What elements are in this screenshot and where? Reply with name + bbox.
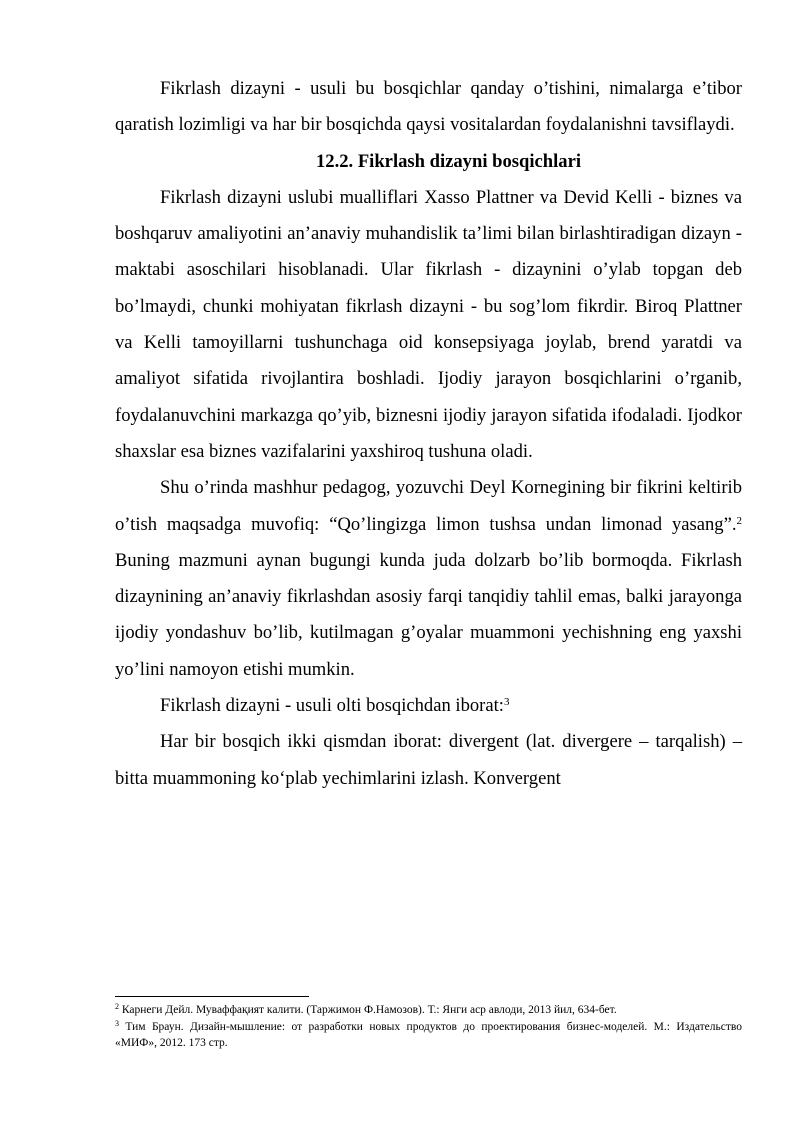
body-text (115, 71, 742, 797)
footnote-reference-3[interactable]: 3 (503, 696, 510, 709)
footnote-3 (115, 1019, 742, 1052)
footnote-number: 3 (115, 1018, 119, 1028)
footnote-number: 2 (115, 1002, 119, 1011)
quote-text: Shu o’rinda mashhur pedagog, yozuvchi Deyl Kornegining bir fikrini keltirib o’tish maqsadga muvofiq: “Qo’lingizga limon tushsa undan limonad yasang”. (115, 477, 742, 535)
paragraph-intro: Fikrlash dizayni - usuli bu bosqichlar qanday o’tishini, nimalarga e’tibor qaratish lozimligi va har bir bosqichda qaysi vositalardan foydalanishni tavsiflaydi. (115, 78, 742, 136)
footnotes (115, 1002, 742, 1052)
footnote-text: Тим Браун. Дизайн-мышление: от разработки новых продуктов до проектирования бизнес-моделей. М.: Издательство «МИФ», 2012. 173 стр. (115, 1020, 742, 1049)
footnote-2 (115, 1002, 742, 1019)
six-stages-text: Fikrlash dizayni - usuli olti bosqichdan iborat: (160, 695, 504, 717)
footnote-text: Карнеги Дейл. Муваффақият калити. (Таржимон Ф.Намозов). Т.: Янги аср авлоди, 2013 йил, 634-бет. (119, 1004, 617, 1016)
section-heading: 12.2. Fikrlash dizayni bosqichlari (315, 150, 581, 172)
footnote-reference-2[interactable]: 2 (736, 514, 742, 527)
paragraph-six-stages (115, 688, 742, 724)
paragraph-divergent: Har bir bosqich ikki qismdan iborat: divergent (lat. divergere – tarqalish) – bitta muammoning ko‘plab yechimlarini izlash. Konvergent (115, 731, 742, 789)
paragraph-quote (115, 470, 742, 688)
quote-continuation: Buning mazmuni aynan bugungi kunda juda dolzarb bo’lib bormoqda. Fikrlash dizaynining an’anaviy fikrlashdan asosiy farqi tanqidiy tahlil emas, balki jarayonga ijodiy yondashuv bo’lib, kutilmagan g’oyalar muammoni yechishning eng yaxshi yo’lini namoyon etishi mumkin. (115, 549, 742, 680)
footnote-separator (115, 996, 309, 997)
paragraph-authors: Fikrlash dizayni uslubi mualliflari Xasso Plattner va Devid Kelli - biznes va boshqaruv amaliyotini an’anaviy muhandislik ta’limi bilan birlashtiradigan dizayn - maktabi asoschilari hisoblanadi. Ular fikrlash - dizaynini o’ylab topgan deb bo’lmaydi, chunki mohiyatan fikrlash dizayni - bu sog’lom fikrdir. Biroq Plattner va Kelli tamoyillarni tushunchaga oid konsepsiyaga joylab, brend yaratdi va amaliyot sifatida rivojlantira boshladi. Ijodiy jarayon bosqichlarini o’rganib, foydalanuvchini markazga qo’yib, biznesni ijodiy jarayon sifatida ifodaladi. Ijodkor shaxslar esa biznes vazifalarini yaxshiroq tushuna oladi. (115, 186, 742, 462)
